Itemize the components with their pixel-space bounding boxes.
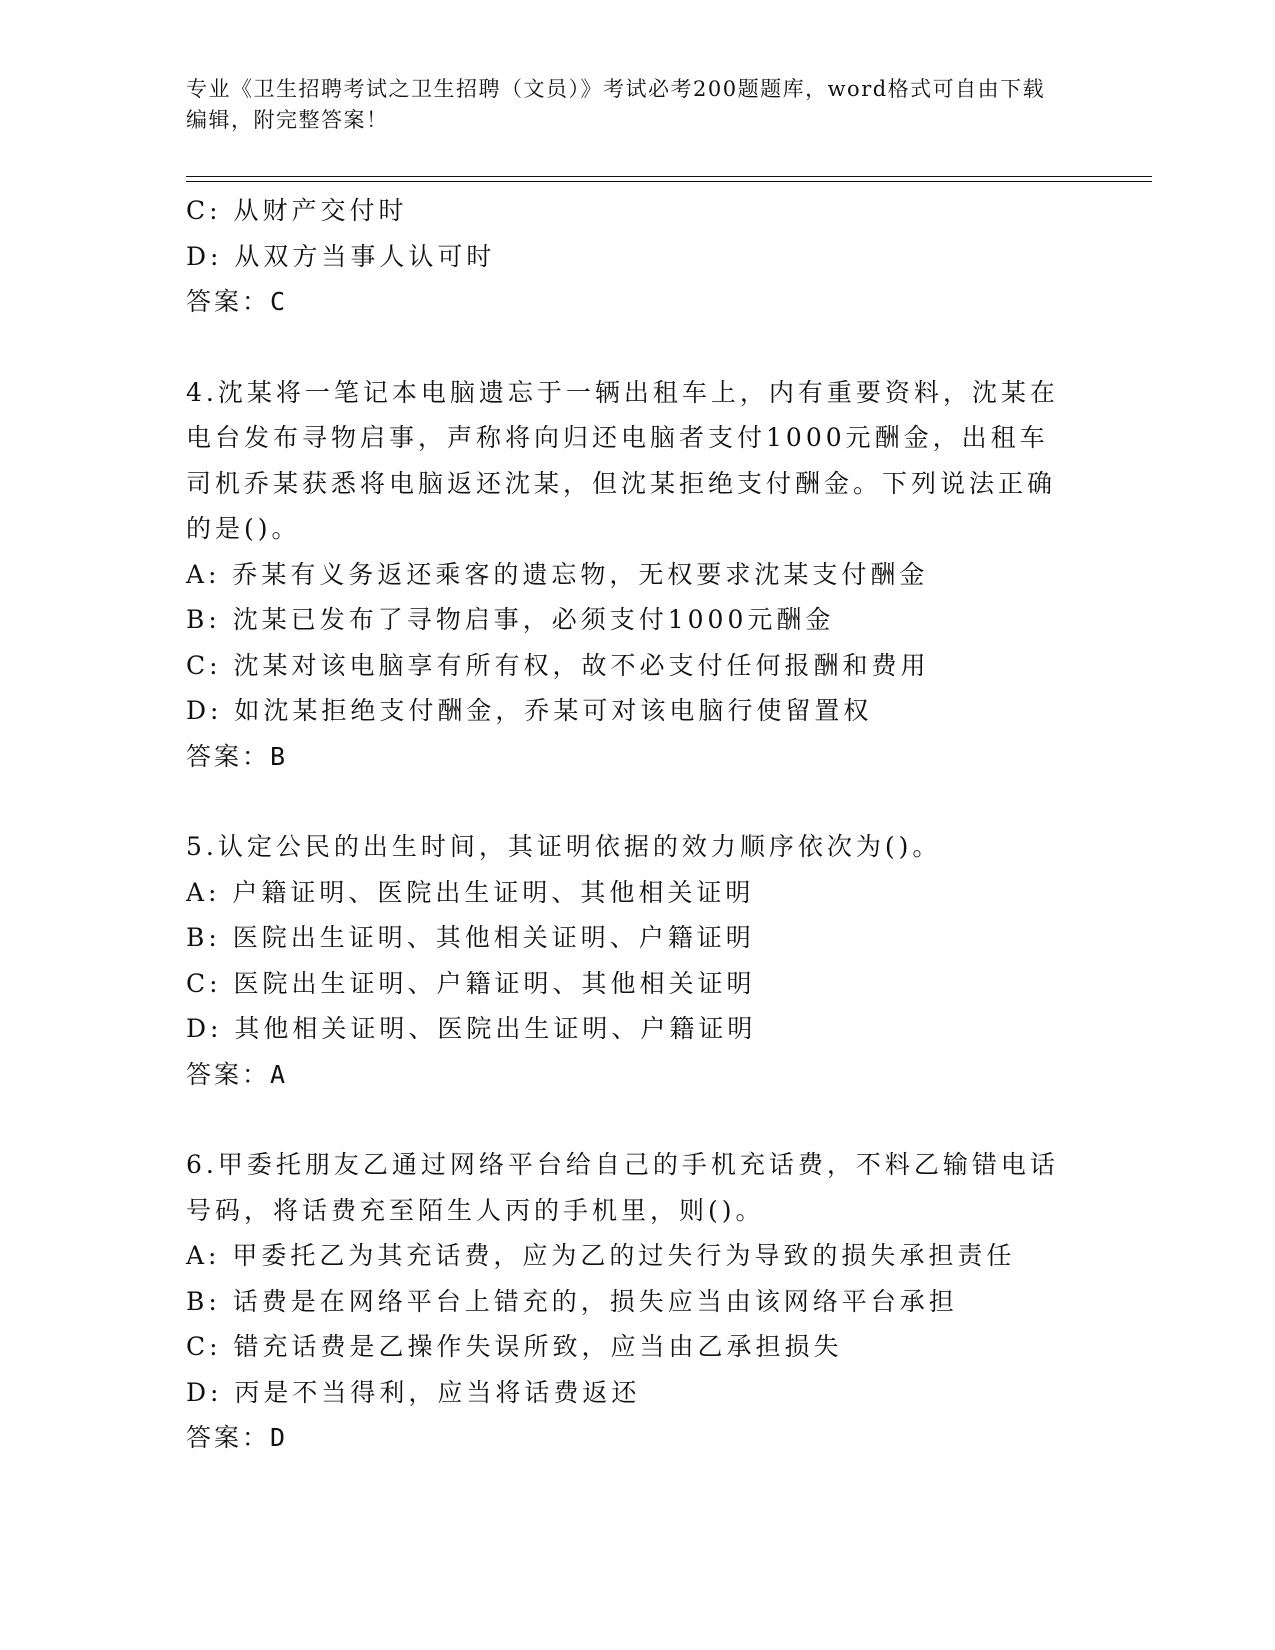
answer-label: 答案： [186, 1423, 271, 1452]
option-b: B: 话费是在网络平台上错充的，损失应当由该网络平台承担 [186, 1286, 958, 1316]
question-text: 5.认定公民的出生时间，其证明依据的效力顺序依次为()。 [186, 832, 942, 861]
question-block-5 [186, 824, 1086, 1097]
header-rule-bottom [186, 181, 1152, 182]
answer-line [186, 1415, 1086, 1461]
option-d: D: 丙是不当得利，应当将话费返还 [186, 1377, 641, 1407]
question-text: 4.沈某将一笔记本电脑遗忘于一辆出租车上，内有重要资料，沈某在电台发布寻物启事，声称将向归还电脑者支付1000元酬金，出租车司机乔某获悉将电脑返还沈某，但沈某拒绝支付酬金。下列说法正确的是()。 [186, 377, 1059, 543]
answer-value: A [270, 1059, 289, 1089]
answer-line [186, 734, 1086, 780]
answer-value: D [270, 1423, 289, 1452]
option-b: B: 医院出生证明、其他相关证明、户籍证明 [186, 923, 755, 952]
question-block-6 [186, 1142, 1086, 1461]
answer-label: 答案： [186, 741, 271, 771]
answer-label: 答案： [186, 287, 271, 316]
answer-line [186, 1052, 1086, 1098]
answer-value: B [270, 741, 289, 771]
option-d: D: 其他相关证明、医院出生证明、户籍证明 [186, 1014, 757, 1043]
option-a: A: 甲委托乙为其充话费，应为乙的过失行为导致的损失承担责任 [186, 1241, 1016, 1270]
answer-line [186, 279, 1086, 325]
option-b: B: 沈某已发布了寻物启事，必须支付1000元酬金 [186, 605, 835, 634]
option-d: D: 从双方当事人认可时 [186, 241, 496, 271]
header-rule-top [186, 176, 1152, 177]
option-c: C: 从财产交付时 [186, 196, 408, 225]
option-c: C: 沈某对该电脑享有所有权，故不必支付任何报酬和费用 [186, 650, 930, 680]
option-c: C: 医院出生证明、户籍证明、其他相关证明 [186, 968, 756, 998]
document-content [186, 188, 1086, 1506]
answer-value: C [270, 287, 289, 316]
question-block-4 [186, 370, 1086, 780]
question-text: 6.甲委托朋友乙通过网络平台给自己的手机充话费，不料乙输错电话号码，将话费充至陌生人丙的手机里，则()。 [186, 1150, 1059, 1225]
option-c: C: 错充话费是乙操作失误所致，应当由乙承担损失 [186, 1332, 843, 1361]
option-d: D: 如沈某拒绝支付酬金，乔某可对该电脑行使留置权 [186, 696, 873, 725]
option-a: A: 户籍证明、医院出生证明、其他相关证明 [186, 877, 755, 907]
question-block-continued [186, 188, 1086, 325]
option-a: A: 乔某有义务返还乘客的遗忘物，无权要求沈某支付酬金 [186, 559, 929, 589]
answer-label: 答案： [186, 1059, 271, 1089]
document-header: 专业《卫生招聘考试之卫生招聘（文员）》考试必考200题题库，word格式可自由下载编辑，附完整答案！ [186, 77, 1046, 132]
